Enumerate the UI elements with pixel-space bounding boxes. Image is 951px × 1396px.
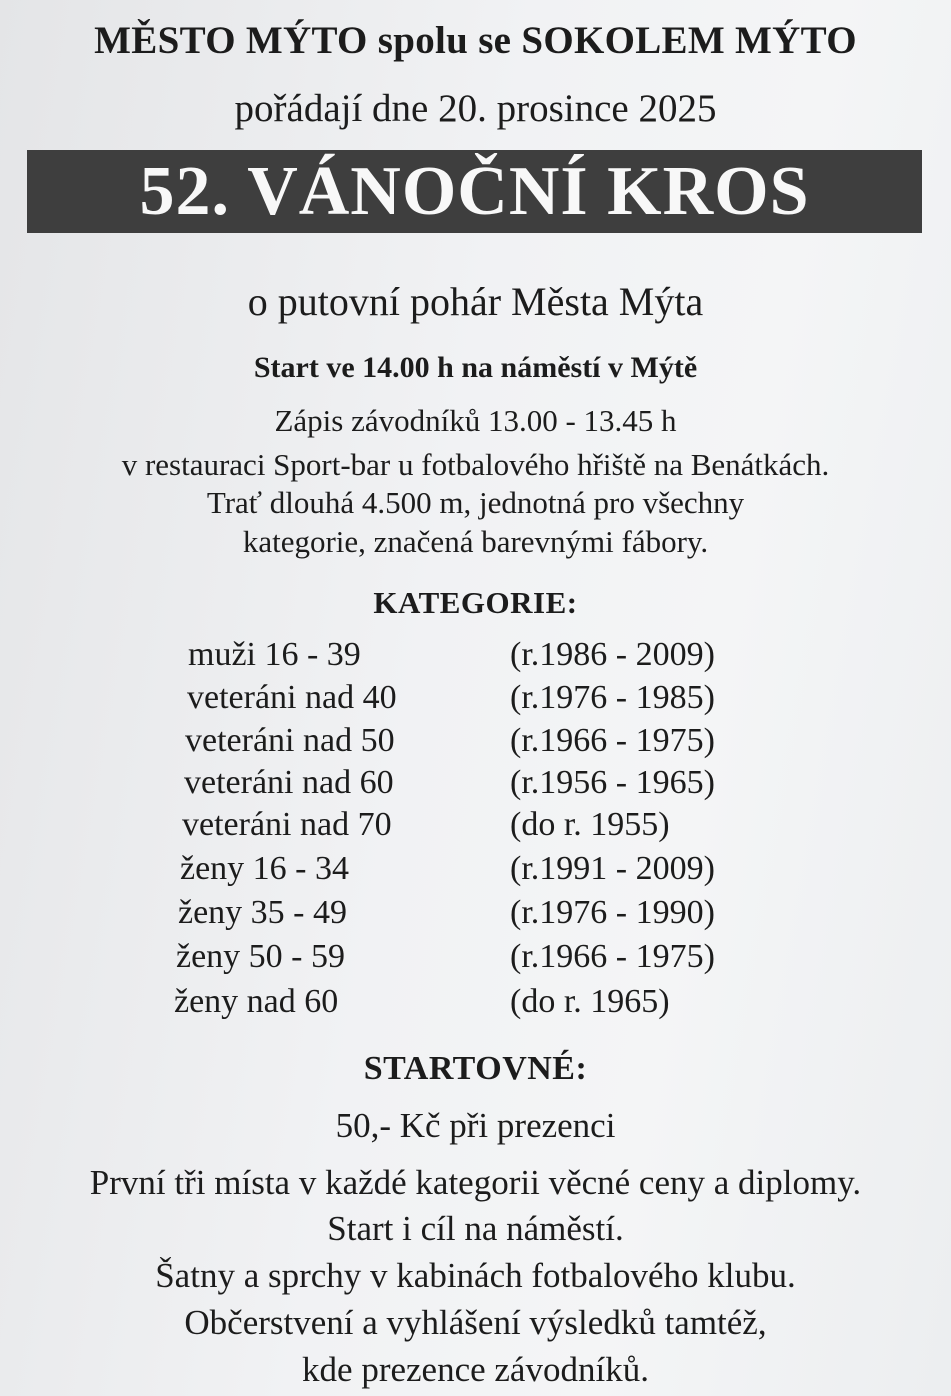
category-name: ženy 50 - 59 xyxy=(176,938,346,975)
category-name: veteráni nad 60 xyxy=(184,764,394,801)
category-row xyxy=(0,894,951,934)
category-years: (r.1991 - 2009) xyxy=(510,850,715,887)
registration-time: Zápis závodníků 13.00 - 13.45 h xyxy=(274,403,677,438)
refreshments-note: Občerstvení a vyhlášení výsledků tamtéž, xyxy=(184,1303,767,1342)
category-years: (r.1966 - 1975) xyxy=(510,722,715,759)
changing-rooms-note: Šatny a sprchy v kabinách fotbalového klubu. xyxy=(155,1256,796,1295)
start-time: Start ve 14.00 h na náměstí v Mýtě xyxy=(253,351,698,384)
category-years: (r.1956 - 1965) xyxy=(510,764,715,801)
category-years: (do r. 1965) xyxy=(510,983,670,1020)
registration-place: v restauraci Sport-bar u fotbalového hřiště na Benátkách. xyxy=(121,447,830,482)
category-name: veteráni nad 70 xyxy=(182,806,392,843)
category-years: (r.1966 - 1975) xyxy=(510,938,715,975)
category-years: (r.1986 - 2009) xyxy=(510,636,715,673)
category-name: veteráni nad 50 xyxy=(185,722,395,759)
category-row xyxy=(0,636,951,676)
category-row xyxy=(0,722,951,762)
event-date: pořádají dne 20. prosince 2025 xyxy=(234,87,717,130)
organizer-heading: MĚSTO MÝTO spolu se SOKOLEM MÝTO xyxy=(94,19,857,62)
category-name: ženy nad 60 xyxy=(174,983,339,1020)
category-row xyxy=(0,938,951,978)
category-name: ženy 16 - 34 xyxy=(180,850,350,887)
event-subtitle: o putovní pohár Města Mýta xyxy=(247,279,704,324)
category-years: (r.1976 - 1990) xyxy=(510,894,715,931)
fee-amount: 50,- Kč při prezenci xyxy=(335,1106,616,1145)
category-row xyxy=(0,806,951,846)
category-years: (do r. 1955) xyxy=(510,806,670,843)
category-years: (r.1976 - 1985) xyxy=(510,679,715,716)
category-name: muži 16 - 39 xyxy=(188,636,361,673)
track-marking: kategorie, značená barevnými fábory. xyxy=(242,524,709,559)
prizes-note: První tři místa v každé kategorii věcné ceny a diplomy. xyxy=(89,1163,862,1202)
event-title-banner: 52. VÁNOČNÍ KROS xyxy=(27,150,922,233)
start-finish-note: Start i cíl na náměstí. xyxy=(327,1209,624,1248)
categories-heading: KATEGORIE: xyxy=(373,585,578,620)
category-row xyxy=(0,764,951,804)
registration-location-note: kde prezence závodníků. xyxy=(302,1350,649,1389)
category-name: veteráni nad 40 xyxy=(187,679,397,716)
track-length: Trať dlouhá 4.500 m, jednotná pro všechny xyxy=(206,485,745,520)
category-row xyxy=(0,983,951,1023)
category-name: ženy 35 - 49 xyxy=(178,894,348,931)
category-row xyxy=(0,679,951,719)
category-row xyxy=(0,850,951,890)
fee-heading: STARTOVNÉ: xyxy=(363,1050,588,1087)
